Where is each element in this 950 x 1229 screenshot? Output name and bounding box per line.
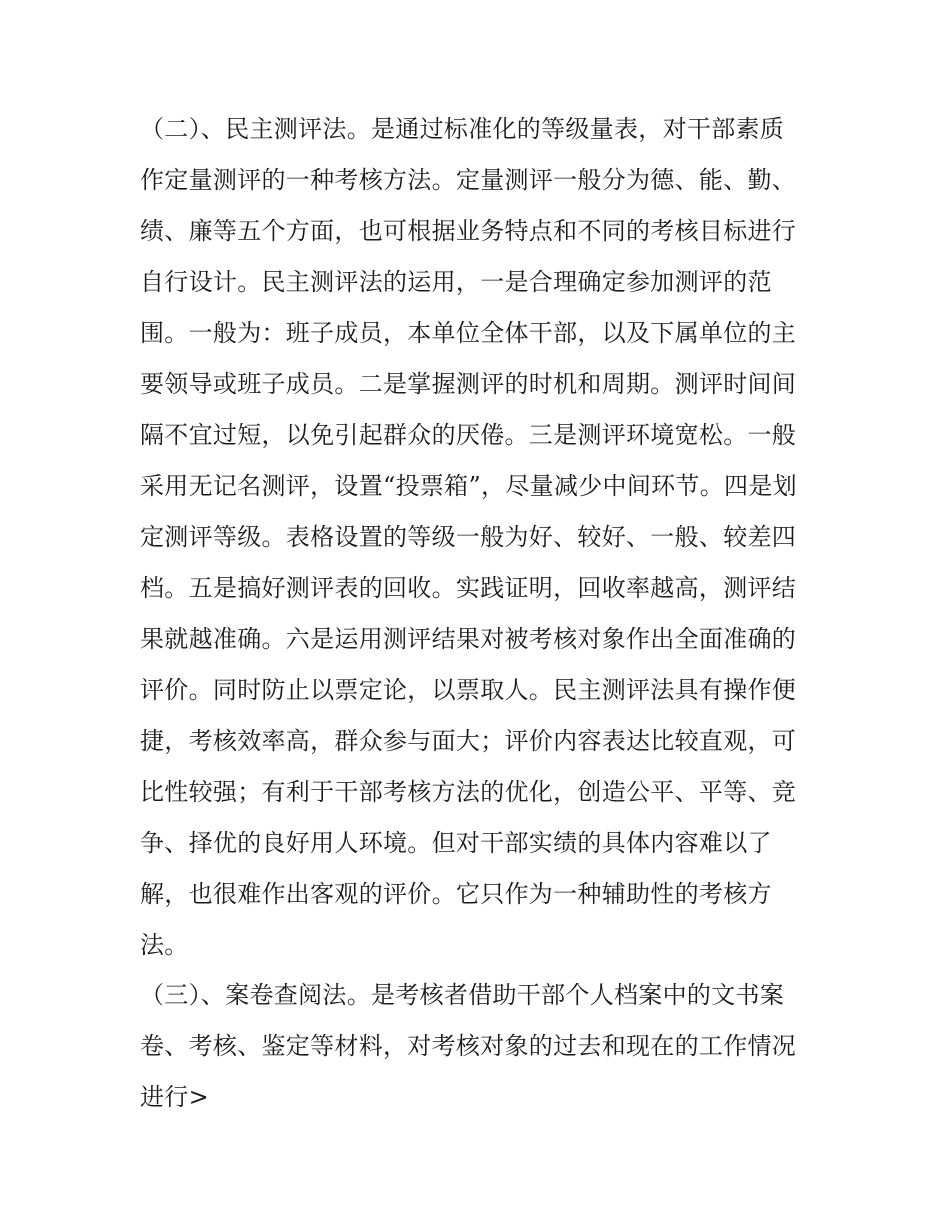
text-line: 解，也很难作出客观的评价。它只作为一种辅助性的考核方 — [140, 880, 772, 908]
text-line: 要领导或班子成员。二是掌握测评的时机和周期。测评时间间 — [140, 370, 797, 398]
text-line: 隔不宜过短，以免引起群众的厌倦。三是测评环境宽松。一般 — [140, 421, 797, 449]
text-line: 定测评等级。表格设置的等级一般为好、较好、一般、较差四 — [140, 523, 797, 551]
text-line: 围。一般为：班子成员，本单位全体干部，以及下属单位的主 — [140, 319, 797, 347]
text-line: 比性较强；有利于干部考核方法的优化，创造公平、平等、竞 — [140, 778, 797, 806]
text-line: 捷，考核效率高，群众参与面大；评价内容表达比较直观，可 — [140, 727, 797, 755]
text-line: 卷、考核、鉴定等材料，对考核对象的过去和现在的工作情况 — [140, 1032, 797, 1060]
text-line: 绩、廉等五个方面，也可根据业务特点和不同的考核目标进行 — [140, 217, 797, 245]
text-line: 争、择优的良好用人环境。但对干部实绩的具体内容难以了 — [140, 829, 772, 857]
text-line: 进行> — [140, 1083, 210, 1111]
text-line: （三）、案卷查阅法。是考核者借助干部个人档案中的文书案 — [140, 981, 785, 1009]
text-line: 档。五是搞好测评表的回收。实践证明，回收率越高，测评结 — [140, 574, 797, 602]
text-line: 自行设计。民主测评法的运用，一是合理确定参加测评的范 — [140, 268, 772, 296]
text-line: （二）、民主测评法。是通过标准化的等级量表，对干部素质 — [140, 115, 785, 143]
text-line: 作定量测评的一种考核方法。定量测评一般分为德、能、勤、 — [140, 166, 797, 194]
text-line: 采用无记名测评，设置“投票箱”，尽量减少中间环节。四是划 — [140, 472, 797, 500]
text-line: 评价。同时防止以票定论，以票取人。民主测评法具有操作便 — [140, 676, 797, 704]
text-line: 法。 — [140, 931, 189, 959]
text-line: 果就越准确。六是运用测评结果对被考核对象作出全面准确的 — [140, 625, 797, 653]
